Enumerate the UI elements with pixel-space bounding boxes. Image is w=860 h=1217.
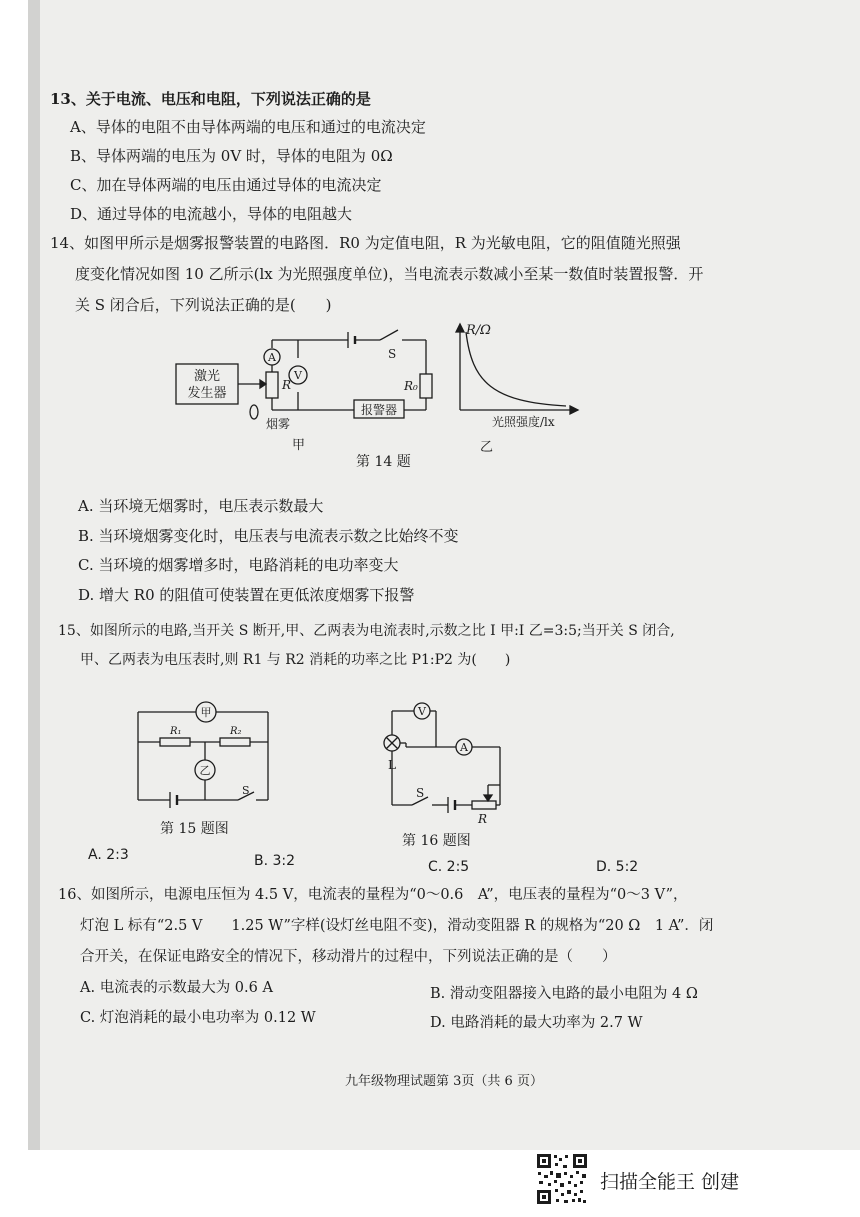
laser-label-line2: 发生器 — [187, 386, 227, 401]
exam-page — [28, 0, 860, 1150]
q14-stem-line2: 度变化情况如图 10 乙所示(lx 为光照强度单位)，当电流表示数减小至某一数值时装置报警．开 — [75, 265, 704, 283]
photoresistor-r — [266, 372, 278, 398]
q15-stem-line1: 15、如图所示的电路,当开关 S 断开,甲、乙两表为电流表时,示数之比 I 甲:I 乙=3:5;当开关 S 闭合, — [58, 623, 675, 639]
q16-stem-line1: 16、如图所示，电源电压恒为 4.5 V，电流表的量程为“0～0.6 A”，电压表的量程为“0～3 V”， — [58, 887, 688, 903]
voltmeter-symbol: V — [294, 369, 302, 382]
q14-stem-line1: 14、如图甲所示是烟雾报警装置的电路图．R0 为定值电阻，R 为光敏电阻，它的阻值随光照强 — [50, 234, 681, 252]
r0-label: R₀ — [404, 379, 418, 393]
alarm-label: 报警器 — [360, 403, 398, 417]
q15-stem-line2: 甲、乙两表为电压表时,则 R1 与 R2 消耗的功率之比 P1:P2 为( ) — [80, 652, 511, 668]
graph-y-axis-label: R/Ω — [466, 323, 491, 338]
q13-stem: 13、关于电流、电压和电阻，下列说法正确的是 — [50, 90, 371, 108]
q14-figure — [170, 322, 582, 432]
q14-stem-line3: 关 S 闭合后，下列说法正确的是( ) — [75, 296, 332, 314]
ammeter-symbol: A — [268, 351, 276, 364]
qr-code-icon — [536, 1153, 588, 1205]
scanner-watermark — [536, 1153, 836, 1207]
switch-label: S — [242, 784, 250, 797]
q16-option-b: B. 滑动变阻器接入电路的最小电阻为 4 Ω — [430, 986, 698, 1002]
q13-option-a: A、导体的电阻不由导体两端的电压和通过的电流决定 — [70, 118, 426, 136]
q14-option-a: A. 当环境无烟雾时，电压表示数最大 — [78, 497, 324, 515]
meter-jia-label: 甲 — [200, 706, 212, 719]
q14-option-b: B. 当环境烟雾变化时，电压表与电流表示数之比始终不变 — [78, 527, 459, 545]
ammeter-label: A — [460, 741, 468, 754]
r2-resistor — [220, 738, 250, 746]
q15-option-c: C. 2:5 — [428, 859, 470, 875]
switch-label: S — [388, 347, 397, 361]
q15-option-b: B. 3:2 — [254, 853, 296, 869]
q14-label-yi: 乙 — [480, 440, 494, 455]
rheostat-label: R — [478, 812, 488, 826]
q16-option-c: C. 灯泡消耗的最小电功率为 0.12 W — [80, 1010, 316, 1026]
q13-option-c: C、加在导体两端的电压由通过导体的电流决定 — [70, 176, 382, 194]
r-vs-light-curve — [466, 332, 566, 406]
q16-stem-line2: 灯泡 L 标有“2.5 V 1.25 W”字样(设灯丝电阻不变)，滑动变阻器 R 的规格为“20 Ω 1 A”．闭 — [80, 918, 714, 934]
photoresistor-label: R — [282, 378, 292, 392]
q15-option-a: A. 2:3 — [88, 847, 129, 863]
q16-option-a: A. 电流表的示数最大为 0.6 A — [80, 980, 273, 996]
q14-option-d: D. 增大 R0 的阻值可使装置在更低浓度烟雾下报警 — [78, 586, 415, 604]
q15-option-d: D. 5:2 — [596, 859, 639, 875]
laser-label-line1: 激光 — [193, 369, 221, 384]
switch-blade — [380, 330, 398, 340]
q13-option-d: D、通过导体的电流越小，导体的电阻越大 — [70, 205, 353, 223]
q15-figure — [130, 698, 276, 808]
q14-option-c: C. 当环境的烟雾增多时，电路消耗的电功率变大 — [78, 556, 399, 574]
page-footer: 九年级物理试题第 3页（共 6 页） — [345, 1074, 543, 1089]
voltmeter-label: V — [418, 705, 426, 718]
page-edge-shadow — [28, 0, 40, 1150]
q15-caption: 第 15 题图 — [160, 821, 229, 837]
lamp-label: L — [388, 758, 396, 772]
switch-label: S — [416, 786, 425, 800]
r0-resistor — [420, 374, 432, 398]
smoke-label: 烟雾 — [266, 417, 291, 431]
q13-option-b: B、导体两端的电压为 0V 时，导体的电阻为 0Ω — [70, 147, 393, 165]
q16-option-d: D. 电路消耗的最大功率为 2.7 W — [430, 1015, 643, 1031]
q14-caption: 第 14 题 — [356, 454, 411, 470]
q16-figure — [376, 697, 504, 827]
watermark-text: 扫描全能王 创建 — [600, 1171, 740, 1193]
r2-label: R₂ — [230, 726, 242, 737]
rheostat-body — [472, 801, 496, 809]
r1-resistor — [160, 738, 190, 746]
q14-label-jia: 甲 — [292, 438, 306, 453]
r1-label: R₁ — [170, 726, 182, 737]
q16-stem-line3: 合开关，在保证电路安全的情况下，移动滑片的过程中，下列说法正确的是（ ） — [80, 949, 617, 965]
meter-yi-label: 乙 — [199, 764, 211, 777]
q16-caption: 第 16 题图 — [402, 833, 471, 849]
graph-x-axis-label: 光照强度/lx — [492, 415, 555, 429]
